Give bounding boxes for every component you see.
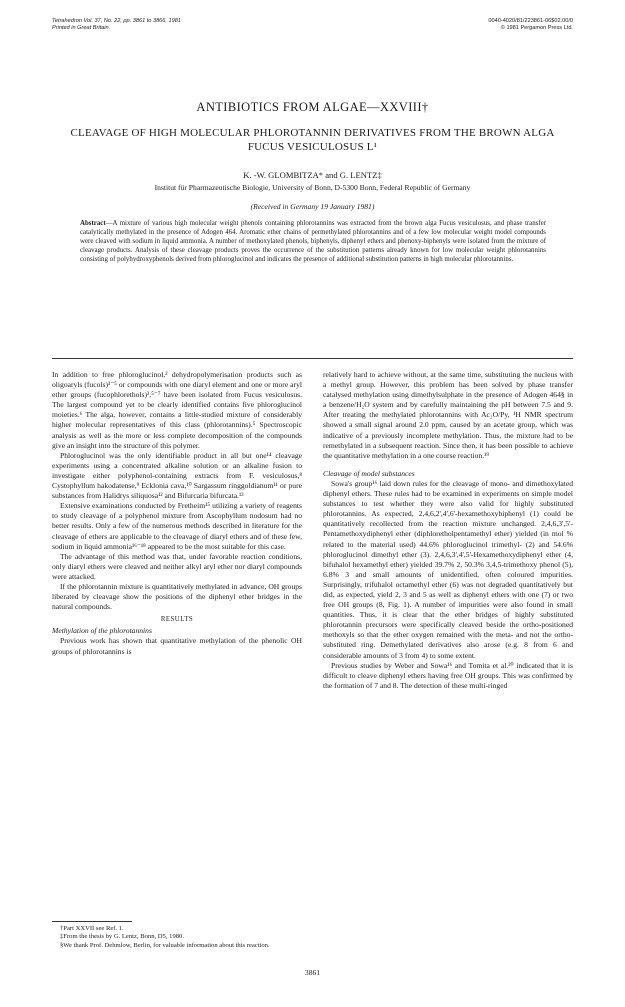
paragraph: Previous studies by Weber and Sowa¹⁶ and Tomita et al.²⁰ indicated that it is difficult to cleave diphenyl ethers having free OH groups. This was confirmed by the formation of 7 and 8. The detection of these multi-ringed — [323, 660, 573, 690]
methylation-heading: Methylation of the phlorotannins — [52, 626, 152, 636]
received-date: (Received in Germany 19 January 1981) — [250, 202, 375, 211]
paragraph: Extensive examinations conducted by Fretheim¹⁵ utilizing a variety of reagents to study cleavage of a polyphenol mixture from Ascophyllum nodosum had no better results. Only a few of the numerous methods described in literature for the cleavage of ethers are applicable to the cleavage of diaryl ethers and of these few, sodium in liquid ammonia¹⁶⁻¹⁸ appeared to be the most suitable for this case. — [52, 501, 302, 551]
code-line-2: © 1981 Pergamon Press Ltd. — [500, 25, 573, 31]
right-column — [323, 370, 573, 691]
footnote: †Part XXVII see Ref. 1. — [60, 925, 124, 932]
abstract — [80, 220, 546, 265]
abstract-divider — [52, 358, 573, 359]
paragraph: If the phlorotannin mixture is quantitatively methylated in advance, OH groups liberated by cleavage show the positions of the diphenyl ether bridges in the natural compounds. — [52, 581, 302, 612]
paragraph: The advantage of this method was that, under favorable reaction conditions, only diaryl ethers were cleaved and neither alkyl aryl ether nor diaryl compounds were attacked. — [52, 551, 302, 581]
left-column — [52, 370, 302, 657]
series-title: ANTIBIOTICS FROM ALGAE—XXVIII† — [196, 100, 429, 114]
footnote: §We thank Prof. Dehmlow, Berlin, for valuable information about this reaction. — [60, 941, 270, 949]
journal-line-1: Tetrahedron Vol. 37, No. 22, pp. 3861 to 3866, 1981 — [52, 18, 181, 24]
paragraph: Previous work has shown that quantitative methylation of the phenolic OH groups of phlorotannins is — [52, 636, 302, 656]
journal-citation — [52, 18, 181, 32]
cleavage-heading: Cleavage of model substances — [323, 468, 415, 478]
abstract-label: Abstract — [80, 220, 106, 227]
footnote: ‡From the thesis by G. Lentz, Bonn, D5, 1980. — [60, 933, 184, 941]
paragraph: In addition to free phloroglucinol,² dehydropolymerisation products such as oligoaryls (fucols)³⁻⁵ or compounds with one diaryl element and one or more aryl ether groups (fucophlorethols)³,⁵⁻⁷ have been isolated from Fucus vesiculosus. The largest compound yet to be clearly identified contains five phloroglucinol moieties.⁶ The alga, however, contains a little-studied mixture of considerably higher molecular representatives of this class (phlorotannins).⁵ Spectroscopic analysis as well as the more or less complete decomposition of the compounds give an insight into the structure of this polymer. — [52, 370, 302, 450]
affiliation: Institut für Pharmazeutische Biologie, University of Bonn, D-5300 Bonn, Federal Republic of Germany — [154, 183, 471, 192]
publisher-code — [488, 18, 573, 32]
code-line-1: 0040-4020/81/223861-06$02.00/0 — [488, 18, 573, 24]
results-heading: RESULTS — [160, 616, 194, 624]
journal-line-2: Printed in Great Britain. — [52, 25, 111, 31]
authors: K. -W. GLOMBITZA* and G. LENTZ‡ — [243, 170, 382, 180]
footnotes — [52, 925, 302, 950]
paragraph: relatively hard to achieve without, at the same time, substituting the nucleus with a methyl group. However, this problem has been solved by phase transfer catalysed methylation using dimethylsulphate in the presence of Adogen 464§ in a benzene/H₂O system and by carefully maintaining the pH between 7.5 and 9. After treating the methylated phlorotannins with Ac₂O/Py, ¹H NMR spectrum showed a small signal around 2.0 ppm, caused by an acetate group, which was indicative of a previously incomplete methylation. Thus, the mixture had to be remethylated in a subsequent reaction. Since then, it has been possible to achieve the quantitative methylation in a one course reaction.¹⁹ — [323, 370, 573, 460]
paragraph: Sowa's group¹⁶ laid down rules for the cleavage of mono- and dimethoxylated diphenyl ethers. These rules had to be examined in experiments on simple model substances to test whether they were also valid for highly substituted phlorotannins. As expected, 2,4,6,2',4',6'-hexamethoxybiphenyl (1) could be quantitatively recollected from the reaction mixture unchanged. 2,4,6,3',5'-Pentamethoxydiphenyl ether (diphloretholpentamethyl ether) yielded (in mol % related to the material used) 44.6% phloroglucinol trimethyl- (2) and 54.6% phloroglucinol dimethyl ether (3). 2,4,6,3',4',5'-Hexamethoxydiphenyl ether (4, bifuhalol hexamethyl ether) yielded 39.7% 2, 50.3% 3,4,5-trimethoxy phenol (5), 6.8% 3 and small amounts of unidentified, often coloured impurities. Surprisingly, trifuhalol octamethyl ether (6) was not degraded quantitatively but did, as expected, yield 2, 3 and 5 as well as diphenyl ethers with one (7) or two free OH groups (8, Fig. 1). A number of impurities were also found in small quantities. Thus, it is clear that the ether bridges of highly substituted phlorotannin precursors were specifically cleaved beside the ortho-positioned methoxyls so that the ether oxygen remained with the meta- and not the ortho-substituted ring. Demethylated derivatives also arose (e.g. 8 from 6 and considerable amounts of 3 from 4) to some extent. — [323, 478, 573, 660]
page-number: 3861 — [304, 968, 321, 977]
paragraph: Phloroglucinol was the only identifiable product in all but one¹⁴ cleavage experiments using a concentrated alkaline solution or an alkaline fusion to investigate either polyphenol-containing extracts from F. vesiculosus,⁸ Cystophyllum hakodatense,⁹ Ecklonia cava,¹⁰ Sargassum ringgoldianum¹¹ or pure substances from Halidrys siliquosa¹² and Bifurcaria bifurcata.¹³ — [52, 450, 302, 501]
footnote-divider — [52, 921, 132, 922]
abstract-text: —A mixture of various high molecular weight phenols containing phlorotannins was extracted from the brown alga Fucus vesiculosus, and phase transfer catalytically methylated in the presence of Adogen 464. Aromatic ether chains of permethylated phlorotannins and of a few low molecular weight model compounds were cleaved with sodium in liquid ammonia. A number of methoxylated phenols, biphenyls, diphenyl ethers and phenoxy-biphenyls were isolated from the mixture of cleavage products. Analysis of these cleavage products proves the occurrence of the substitution patterns already known for low molecular weight phlorotannins consisting of polyhydroxyphenols derived from phloroglucinol and indicates the presence of additional substitution patterns in high molecular phlorotannins. — [80, 220, 546, 263]
article-title: CLEAVAGE OF HIGH MOLECULAR PHLOROTANNIN DERIVATIVES FROM THE BROWN ALGA FUCUS VESICULOSUS L¹ — [70, 127, 555, 153]
